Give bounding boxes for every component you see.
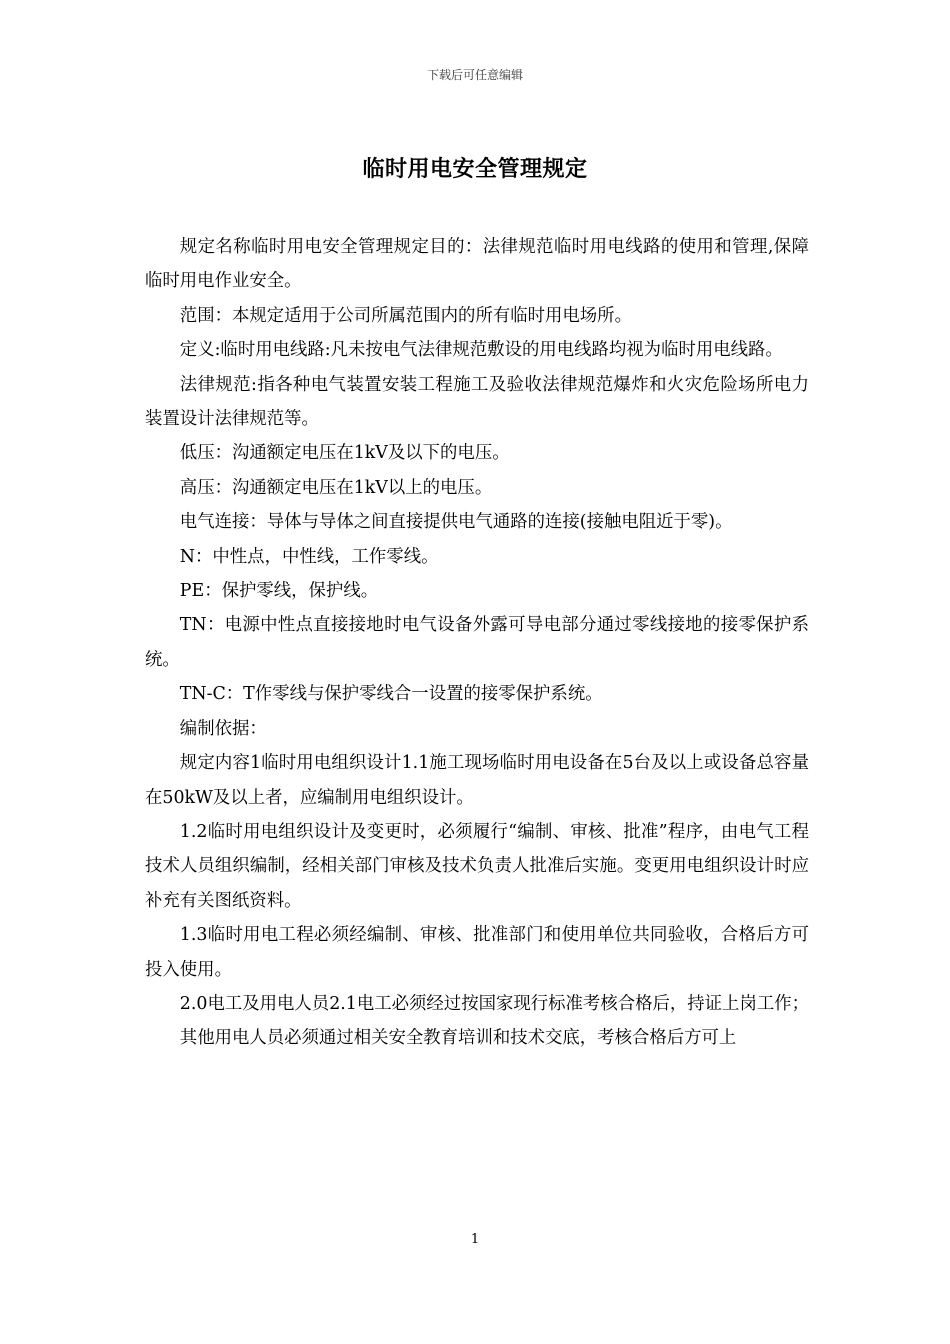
paragraph-scope: 范围：本规定适用于公司所属范围内的所有临时用电场所。 bbox=[179, 305, 632, 326]
paragraph-n: N：中性点，中性线，工作零线。 bbox=[179, 546, 439, 567]
document-body bbox=[145, 230, 809, 1056]
paragraph-purpose: 规定名称临时用电安全管理规定目的：法律规范临时用电线路的使用和管理,保障临时用电作业安全。 bbox=[145, 237, 809, 292]
paragraph-high-voltage: 高压：沟通额定电压在1kV以上的电压。 bbox=[179, 477, 493, 498]
paragraph-tn-c: TN-C：T作零线与保护零线合一设置的接零保护系统。 bbox=[179, 684, 603, 705]
paragraph-tn: TN：电源中性点直接接地时电气设备外露可导电部分通过零线接地的接零保护系统。 bbox=[145, 615, 809, 670]
paragraph-basis: 编制依据： bbox=[179, 718, 267, 739]
paragraph-electrical-connection: 电气连接：导体与导体之间直接提供电气通路的连接(接触电阻近于零)。 bbox=[179, 512, 733, 533]
paragraph-content-1-2: 1.2临时用电组织设计及变更时，必须履行“编制、审核、批准”程序，由电气工程技术人员组织编制，经相关部门审核及技术负责人批准后实施。变更用电组织设计时应补充有关图纸资料。 bbox=[145, 821, 809, 911]
paragraph-low-voltage: 低压：沟通额定电压在1kV及以下的电压。 bbox=[179, 443, 510, 464]
paragraph-pe: PE：保护零线，保护线。 bbox=[179, 581, 379, 602]
paragraph-definition: 定义:临时用电线路:凡未按电气法律规范敷设的用电线路均视为临时用电线路。 bbox=[179, 340, 783, 361]
paragraph-content-1-3: 1.3临时用电工程必须经编制、审核、批准部门和使用单位共同验收，合格后方可投入使用。 bbox=[145, 925, 809, 980]
paragraph-content-other: 其他用电人员必须通过相关安全教育培训和技术交底，考核合格后方可上 bbox=[179, 1028, 737, 1049]
document-title: 临时用电安全管理规定 bbox=[362, 157, 588, 182]
paragraph-content-2-1: 2.0电工及用电人员2.1电工必须经过按国家现行标准考核合格后，持证上岗工作； bbox=[179, 993, 810, 1014]
page-number: 1 bbox=[470, 1232, 480, 1247]
paragraph-content-1-1: 规定内容1临时用电组织设计1.1施工现场临时用电设备在5台及以上或设备总容量在50kW及以上者，应编制用电组织设计。 bbox=[145, 753, 809, 808]
page-header: 下载后可任意编辑 bbox=[426, 68, 523, 82]
paragraph-regulations: 法律规范:指各种电气装置安装工程施工及验收法律规范爆炸和火灾危险场所电力装置设计法律规范等。 bbox=[145, 374, 809, 430]
